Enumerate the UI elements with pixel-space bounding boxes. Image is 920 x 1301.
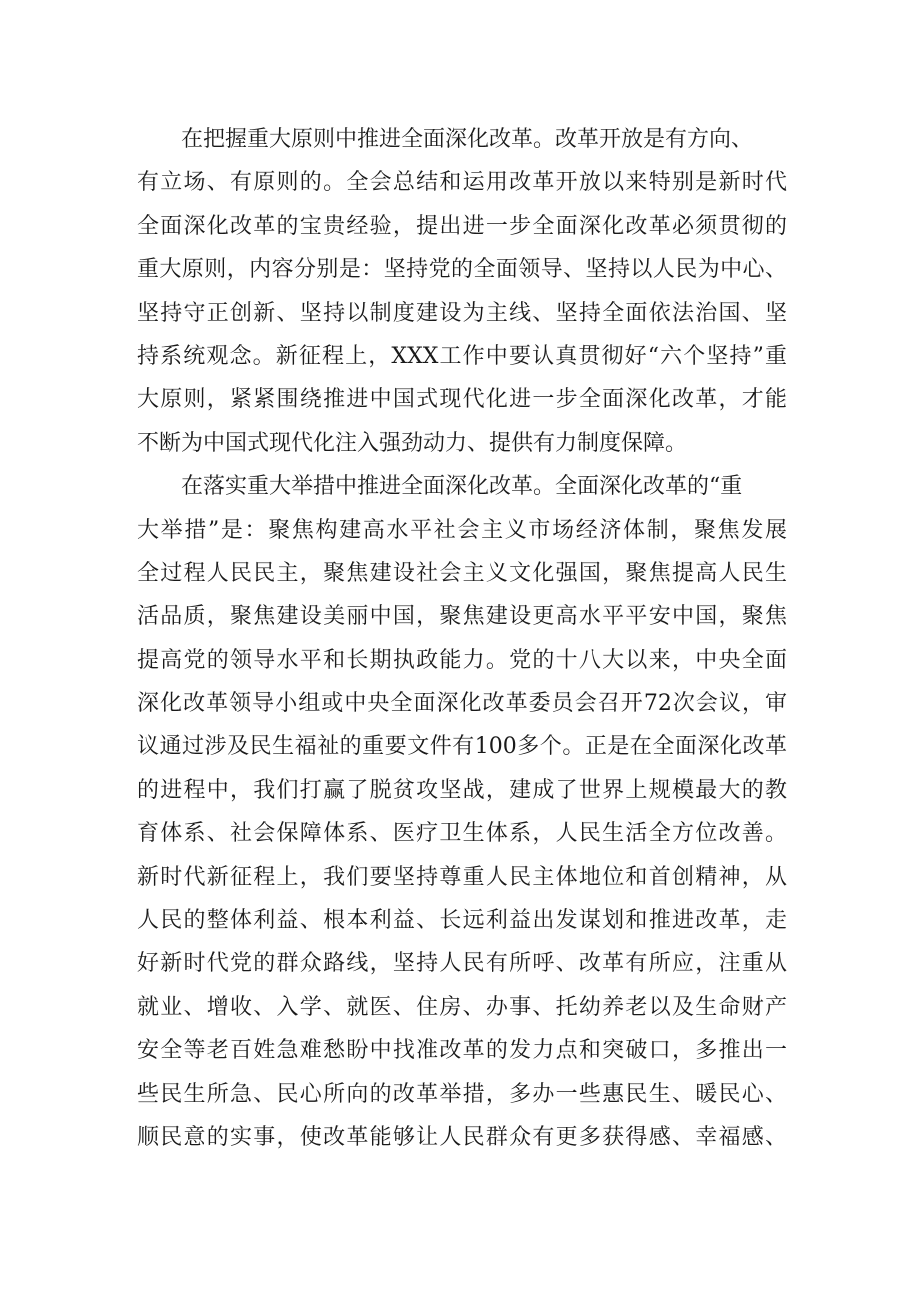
paragraph-1-line-7: 大原则，紧紧围绕推进中国式现代化进一步全面深化改革，才能 [137,387,787,413]
paragraph-1-line-2: 有立场、有原则的。全会总结和运用改革开放以来特别是新时代 [137,170,787,196]
paragraph-2-line-8: 的进程中，我们打赢了脱贫攻坚战，建成了世界上规模最大的教 [137,777,787,803]
paragraph-1-line-1: 在把握重大原则中推进全面深化改革。改革开放是有方向、 [181,127,754,152]
paragraph-2-line-12: 好新时代党的群众路线，坚持人民有所呼、改革有所应，注重从 [137,951,787,977]
paragraph-2-line-2: 大举措”是：聚焦构建高水平社会主义市场经济体制，聚焦发展 [137,517,787,543]
paragraph-2-line-1: 在落实重大举措中推进全面深化改革。全面深化改革的“重 [181,474,743,500]
paragraph-2-line-11: 人民的整体利益、根本利益、长远利益出发谋划和推进改革，走 [137,908,787,934]
paragraph-2-line-14: 安全等老百姓急难愁盼中找准改革的发力点和突破口，多推出一 [137,1038,787,1064]
paragraph-1-line-8: 不断为中国式现代化注入强劲动力、提供有力制度保障。 [137,430,688,456]
paragraph-2-line-13: 就业、增收、入学、就医、住房、办事、托幼养老以及生命财产 [137,994,787,1020]
paragraph-2-line-10: 新时代新征程上，我们要坚持尊重人民主体地位和首创精神，从 [137,864,787,890]
paragraph-2-line-9: 育体系、社会保障体系、医疗卫生体系，人民生活全方位改善。 [137,821,787,847]
body-text [137,118,787,1159]
paragraph-2-line-5: 提高党的领导水平和长期执政能力。党的十八大以来，中央全面 [137,647,787,673]
paragraph-1-line-4: 重大原则，内容分别是：坚持党的全面领导、坚持以人民为中心、 [137,257,787,283]
paragraph-1-line-6: 持系统观念。新征程上，XXX工作中要认真贯彻好“六个坚持”重 [137,343,787,369]
paragraph-2-line-4: 活品质，聚焦建设美丽中国，聚焦建设更高水平平安中国，聚焦 [137,604,787,630]
paragraph-1-line-3: 全面深化改革的宝贵经验，提出进一步全面深化改革必须贯彻的 [137,213,787,239]
paragraph-2-line-6: 深化改革领导小组或中央全面深化改革委员会召开72次会议，审 [137,691,787,717]
paragraph-2-line-3: 全过程人民民主，聚焦建设社会主义文化强国，聚焦提高人民生 [137,560,787,586]
paragraph-2-line-15: 些民生所急、民心所向的改革举措，多办一些惠民生、暖民心、 [137,1081,787,1107]
paragraph-2-line-7: 议通过涉及民生福祉的重要文件有100多个。正是在全面深化改革 [137,734,787,760]
paragraph-2-line-16: 顺民意的实事，使改革能够让人民群众有更多获得感、幸福感、 [137,1124,787,1150]
paragraph-1-line-5: 坚持守正创新、坚持以制度建设为主线、坚持全面依法治国、坚 [137,300,787,326]
